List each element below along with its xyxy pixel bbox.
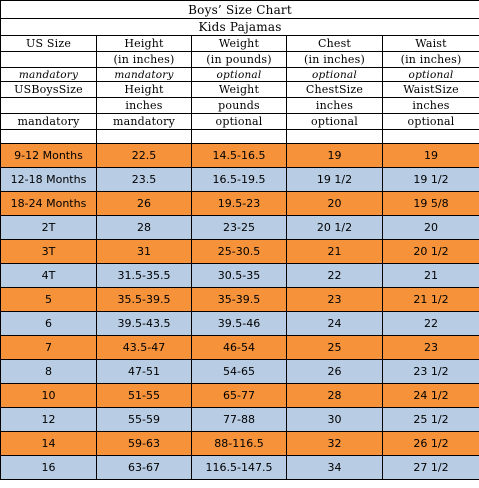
header-cell: mandatory (97, 68, 192, 82)
chest-cell: 19 1/2 (287, 168, 383, 192)
height-cell: 39.5-43.5 (97, 312, 192, 336)
table-row (1, 240, 479, 264)
chest-cell: 19 (287, 144, 383, 168)
weight-cell: 19.5-23 (192, 192, 287, 216)
header-row-field-names (1, 82, 479, 98)
header-cell: optional (192, 68, 287, 82)
header-cell: WaistSize (383, 82, 479, 98)
size-cell: 8 (1, 360, 97, 384)
weight-cell: 46-54 (192, 336, 287, 360)
table-row (1, 456, 479, 480)
waist-cell: 19 5/8 (383, 192, 479, 216)
header-cell: USBoysSize (1, 82, 97, 98)
weight-cell: 39.5-46 (192, 312, 287, 336)
header-cell: Chest (287, 36, 383, 52)
chest-cell: 25 (287, 336, 383, 360)
waist-cell: 21 (383, 264, 479, 288)
header-cell: Height (97, 82, 192, 98)
table-row (1, 312, 479, 336)
chest-cell: 21 (287, 240, 383, 264)
height-cell: 26 (97, 192, 192, 216)
size-cell: 12-18 Months (1, 168, 97, 192)
weight-cell: 35-39.5 (192, 288, 287, 312)
weight-cell: 25-30.5 (192, 240, 287, 264)
header-row-field-units (1, 98, 479, 114)
waist-cell: 19 (383, 144, 479, 168)
spacer-cell (97, 130, 192, 144)
header-cell: mandatory (97, 114, 192, 130)
height-cell: 55-59 (97, 408, 192, 432)
header-cell: (in inches) (383, 52, 479, 68)
spacer-cell (192, 130, 287, 144)
size-cell: 10 (1, 384, 97, 408)
height-cell: 23.5 (97, 168, 192, 192)
weight-cell: 88-116.5 (192, 432, 287, 456)
header-cell: Waist (383, 36, 479, 52)
table-row (1, 264, 479, 288)
header-cell: inches (97, 98, 192, 114)
header-row-field-requirement (1, 114, 479, 130)
chest-cell: 23 (287, 288, 383, 312)
header-cell: optional (287, 68, 383, 82)
chest-cell: 20 (287, 192, 383, 216)
waist-cell: 20 1/2 (383, 240, 479, 264)
table-row (1, 408, 479, 432)
header-cell (1, 98, 97, 114)
height-cell: 22.5 (97, 144, 192, 168)
header-cell (1, 52, 97, 68)
chest-cell: 20 1/2 (287, 216, 383, 240)
spacer-cell (383, 130, 479, 144)
chest-cell: 30 (287, 408, 383, 432)
size-cell: 12 (1, 408, 97, 432)
waist-cell: 27 1/2 (383, 456, 479, 480)
weight-cell: 116.5-147.5 (192, 456, 287, 480)
chart-subtitle: Kids Pajamas (1, 19, 479, 36)
height-cell: 31.5-35.5 (97, 264, 192, 288)
height-cell: 63-67 (97, 456, 192, 480)
header-row-labels (1, 36, 479, 52)
waist-cell: 20 (383, 216, 479, 240)
header-row-units (1, 52, 479, 68)
size-cell: 9-12 Months (1, 144, 97, 168)
height-cell: 51-55 (97, 384, 192, 408)
header-cell: (in inches) (97, 52, 192, 68)
chest-cell: 22 (287, 264, 383, 288)
height-cell: 35.5-39.5 (97, 288, 192, 312)
header-cell: pounds (192, 98, 287, 114)
header-cell: Weight (192, 36, 287, 52)
weight-cell: 65-77 (192, 384, 287, 408)
height-cell: 59-63 (97, 432, 192, 456)
waist-cell: 19 1/2 (383, 168, 479, 192)
waist-cell: 24 1/2 (383, 384, 479, 408)
size-cell: 18-24 Months (1, 192, 97, 216)
subtitle-row (1, 19, 479, 36)
header-cell: optional (192, 114, 287, 130)
weight-cell: 23-25 (192, 216, 287, 240)
header-cell: (in inches) (287, 52, 383, 68)
size-cell: 16 (1, 456, 97, 480)
size-cell: 14 (1, 432, 97, 456)
header-row-requirement (1, 68, 479, 82)
height-cell: 43.5-47 (97, 336, 192, 360)
weight-cell: 30.5-35 (192, 264, 287, 288)
header-cell: Weight (192, 82, 287, 98)
weight-cell: 54-65 (192, 360, 287, 384)
spacer-row (1, 130, 479, 144)
table-body (1, 144, 479, 480)
chart-title: Boys’ Size Chart (1, 1, 479, 19)
table-row (1, 432, 479, 456)
table-row (1, 144, 479, 168)
table-header (1, 1, 479, 144)
size-cell: 5 (1, 288, 97, 312)
height-cell: 31 (97, 240, 192, 264)
waist-cell: 22 (383, 312, 479, 336)
weight-cell: 14.5-16.5 (192, 144, 287, 168)
weight-cell: 16.5-19.5 (192, 168, 287, 192)
title-row (1, 1, 479, 19)
height-cell: 47-51 (97, 360, 192, 384)
header-cell: inches (287, 98, 383, 114)
table-row (1, 216, 479, 240)
spacer-cell (1, 130, 97, 144)
chest-cell: 28 (287, 384, 383, 408)
weight-cell: 77-88 (192, 408, 287, 432)
size-cell: 6 (1, 312, 97, 336)
table-row (1, 336, 479, 360)
header-cell: optional (287, 114, 383, 130)
header-cell: (in pounds) (192, 52, 287, 68)
size-cell: 3T (1, 240, 97, 264)
size-cell: 7 (1, 336, 97, 360)
header-cell: inches (383, 98, 479, 114)
header-cell: optional (383, 114, 479, 130)
table-row (1, 384, 479, 408)
table-row (1, 288, 479, 312)
height-cell: 28 (97, 216, 192, 240)
chest-cell: 26 (287, 360, 383, 384)
waist-cell: 25 1/2 (383, 408, 479, 432)
waist-cell: 23 1/2 (383, 360, 479, 384)
table-row (1, 192, 479, 216)
waist-cell: 21 1/2 (383, 288, 479, 312)
waist-cell: 26 1/2 (383, 432, 479, 456)
header-cell: US Size (1, 36, 97, 52)
size-cell: 2T (1, 216, 97, 240)
header-cell: optional (383, 68, 479, 82)
chest-cell: 34 (287, 456, 383, 480)
header-cell: ChestSize (287, 82, 383, 98)
header-cell: mandatory (1, 68, 97, 82)
table-row (1, 168, 479, 192)
header-cell: mandatory (1, 114, 97, 130)
chest-cell: 32 (287, 432, 383, 456)
header-cell: Height (97, 36, 192, 52)
size-cell: 4T (1, 264, 97, 288)
spacer-cell (287, 130, 383, 144)
chest-cell: 24 (287, 312, 383, 336)
table-row (1, 360, 479, 384)
waist-cell: 23 (383, 336, 479, 360)
